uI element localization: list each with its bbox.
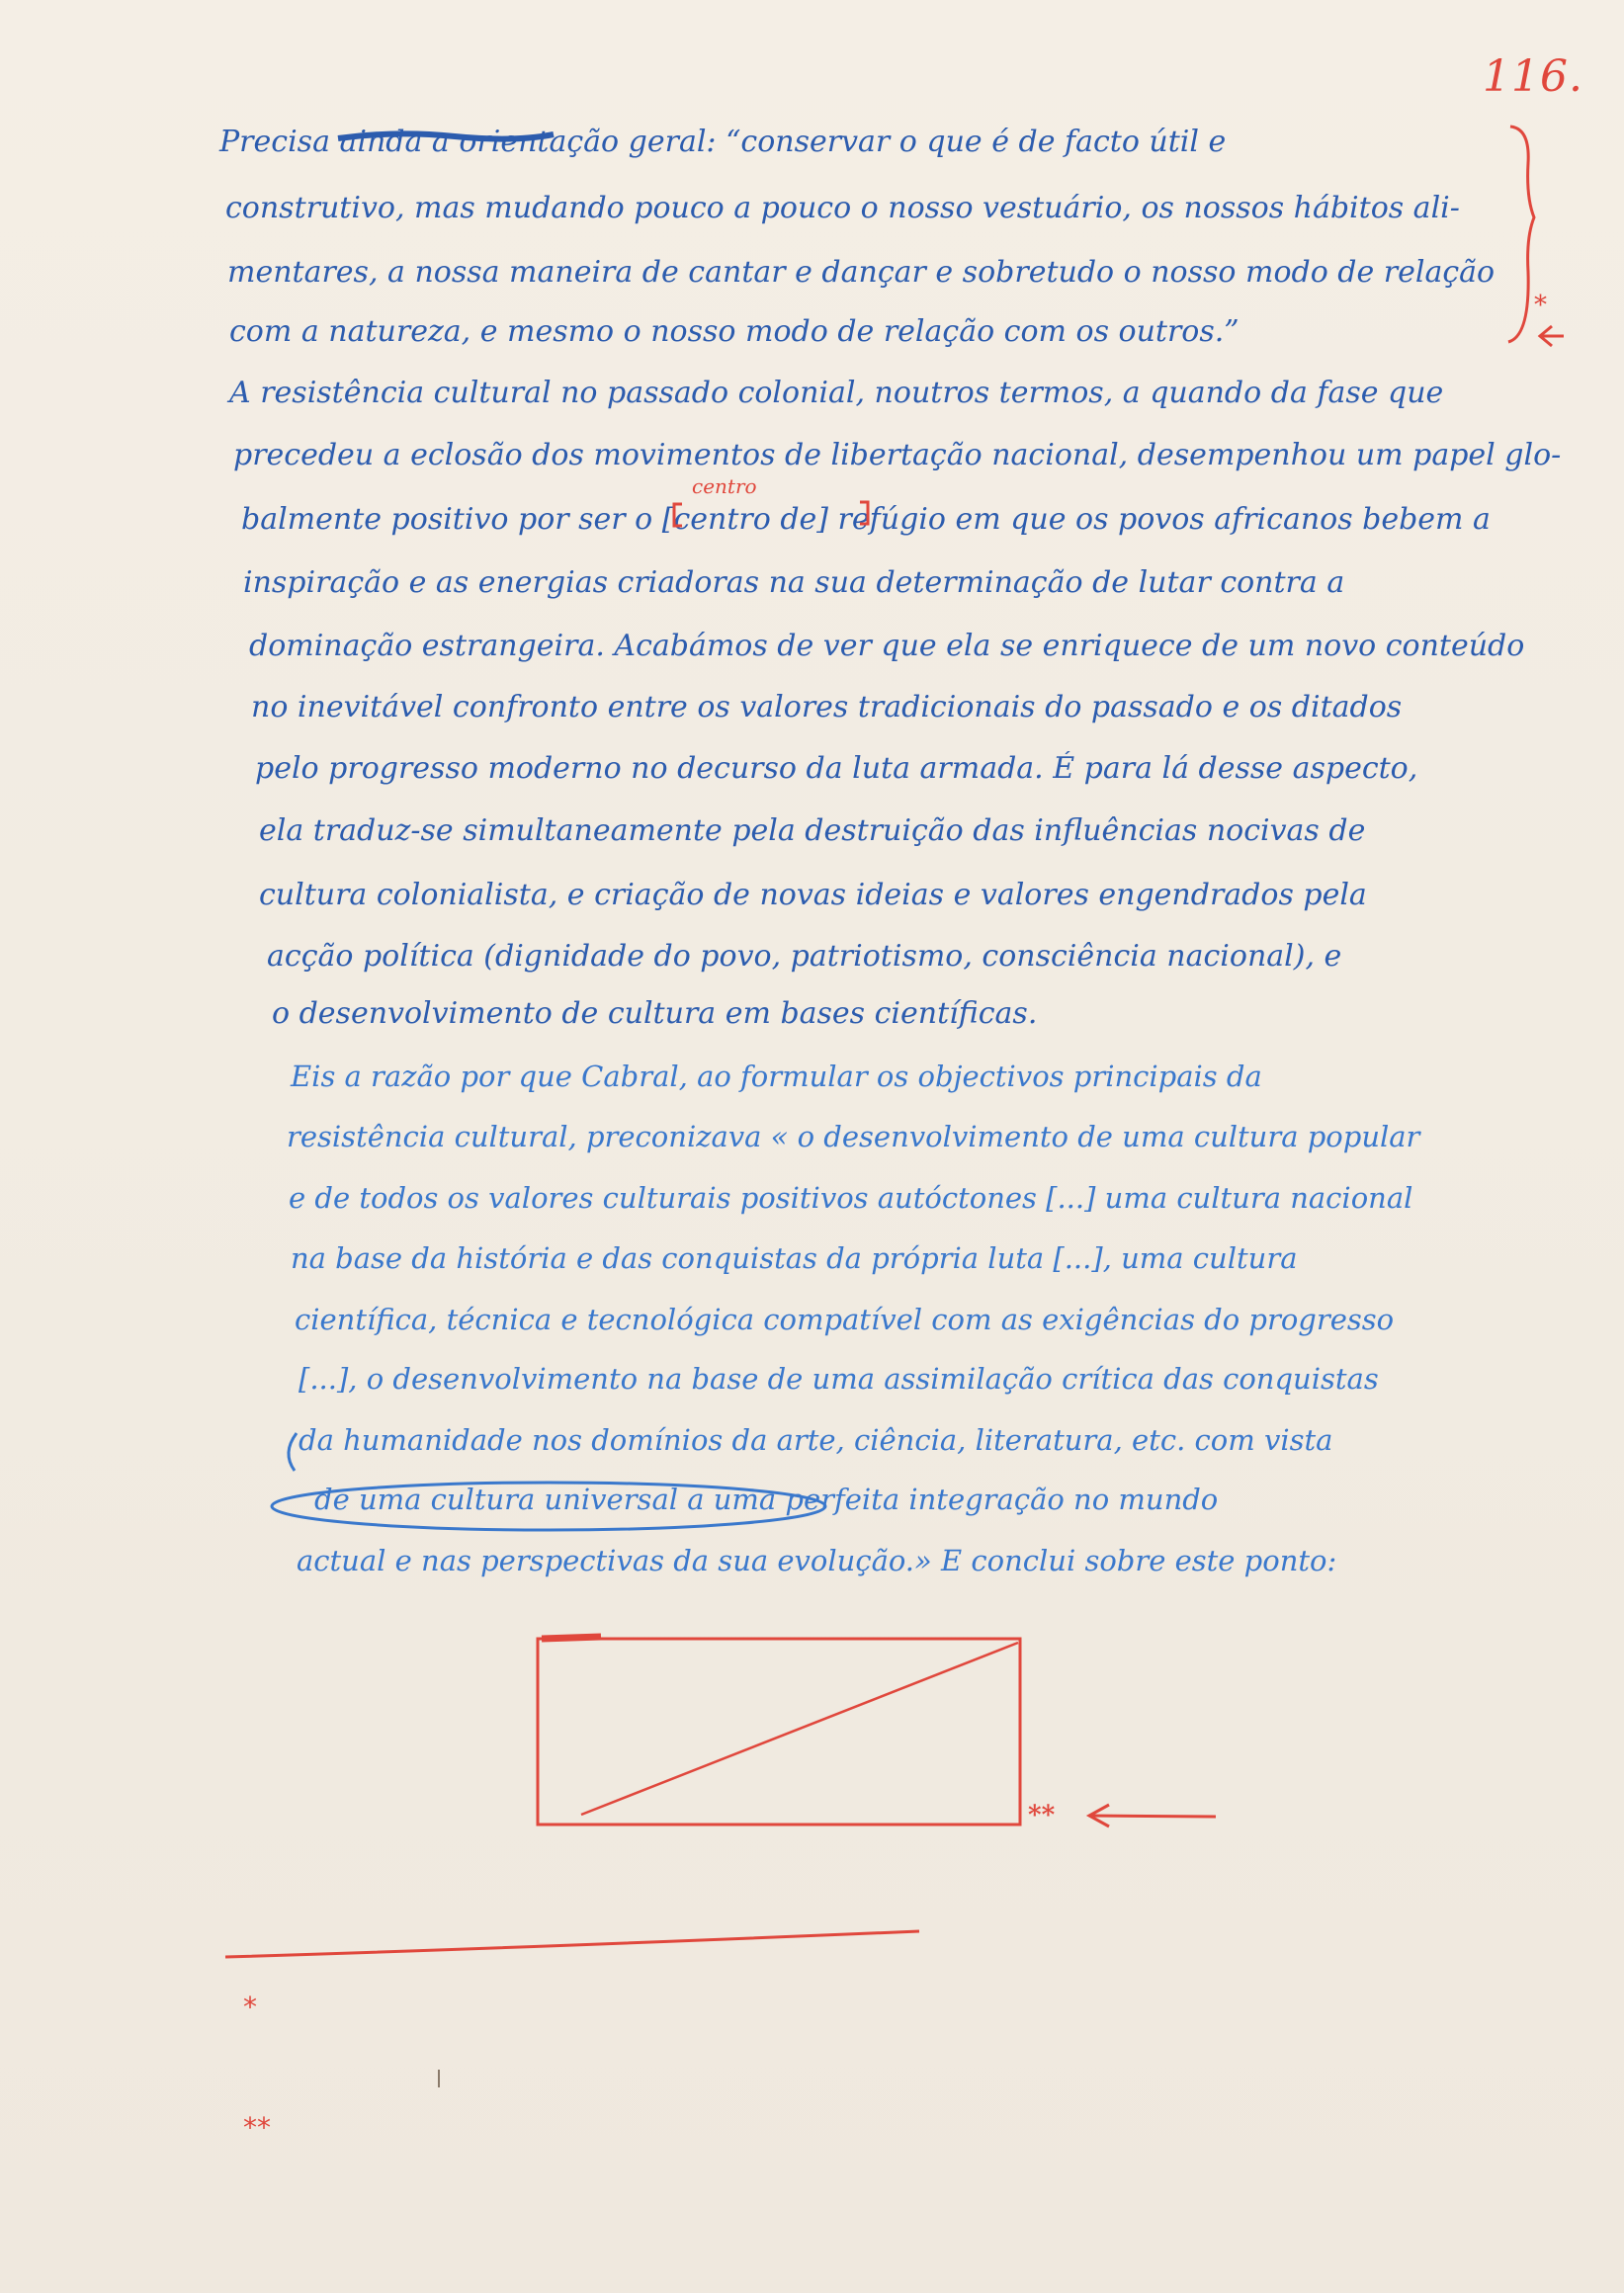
text-line: mentares, a nossa maneira de cantar e dançar e sobretudo o nosso modo de relação	[227, 255, 1496, 290]
text-line: ela traduz-se simultaneamente pela destruição das influências nocivas de	[259, 813, 1366, 848]
text-line: [...], o desenvolvimento na base de uma assimilação crítica das conquistas	[299, 1362, 1379, 1396]
text-line: da humanidade nos domínios da arte, ciência, literatura, etc. com vista	[299, 1423, 1333, 1457]
bracket-star-marker: *	[1534, 291, 1547, 320]
bracket-arrow-icon	[1540, 326, 1564, 346]
right-curly-bracket	[1508, 127, 1534, 342]
text-line: actual e nas perspectivas da sua evolução.» E conclui sobre este ponto:	[297, 1544, 1337, 1577]
red-insert-bracket	[674, 504, 682, 526]
text-line: acção política (dignidade do povo, patriotismo, consciência nacional), e	[267, 939, 1342, 974]
text-line: científica, técnica e tecnológica compatível com as exigências do progresso	[295, 1303, 1395, 1336]
text-line: na base da história e das conquistas da própria luta [...], uma cultura	[291, 1241, 1298, 1275]
text-line: e de todos os valores culturais positivos autóctones [...] uma cultura nacional	[289, 1181, 1413, 1215]
text-line: dominação estrangeira. Acabámos de ver que ela se enriquece de um novo conteúdo	[249, 629, 1525, 663]
red-insert-bracket	[860, 502, 868, 524]
text-line: no inevitável confronto entre os valores tradicionais do passado e os ditados	[251, 690, 1403, 724]
text-line: balmente positivo por ser o [centro de] refúgio em que os povos africanos bebem a	[241, 502, 1491, 537]
text-line: o desenvolvimento de cultura em bases científicas.	[272, 996, 1038, 1031]
footnote-marker-2: **	[243, 2111, 271, 2144]
red-box-diagonal	[581, 1643, 1018, 1815]
insert-word-centro: centro	[692, 474, 757, 498]
text-line: Eis a razão por que Cabral, ao formular os objectivos principais da	[291, 1060, 1262, 1093]
text-line: A resistência cultural no passado colonial, noutros termos, a quando da fase que	[229, 376, 1444, 410]
text-line: resistência cultural, preconizava « o desenvolvimento de uma cultura popular	[287, 1120, 1420, 1153]
text-line: cultura colonialista, e criação de novas ideias e valores engendrados pela	[259, 878, 1367, 912]
footnote-separator	[225, 1931, 919, 1957]
red-box-placeholder	[538, 1639, 1020, 1825]
text-line: pelo progresso moderno no decurso da luta armada. É para lá desse aspecto,	[255, 751, 1418, 786]
page-number: 116.	[1483, 51, 1583, 102]
footnote-marker-1: *	[243, 1991, 257, 2023]
strikethrough-scribble	[338, 133, 554, 138]
text-line: precedeu a eclosão dos movimentos de libertação nacional, desempenhou um papel glo-	[233, 438, 1562, 472]
text-line: construtivo, mas mudando pouco a pouco o nosso vestuário, os nossos hábitos ali-	[225, 191, 1460, 225]
text-line: com a natureza, e mesmo o nosso modo de relação com os outros.”	[229, 314, 1239, 349]
circled-phrase-tail	[289, 1433, 297, 1471]
circled-phrase	[272, 1483, 825, 1530]
text-line: Precisa ainda a orientação geral: “conservar o que é de facto útil e	[219, 125, 1227, 159]
box-double-star-marker: **	[1028, 1801, 1056, 1830]
box-arrow-icon	[1089, 1805, 1216, 1826]
text-line: de uma cultura universal a uma perfeita integração no mundo	[314, 1483, 1219, 1516]
text-line: inspiração e as energias criadoras na sua determinação de lutar contra a	[243, 565, 1345, 600]
